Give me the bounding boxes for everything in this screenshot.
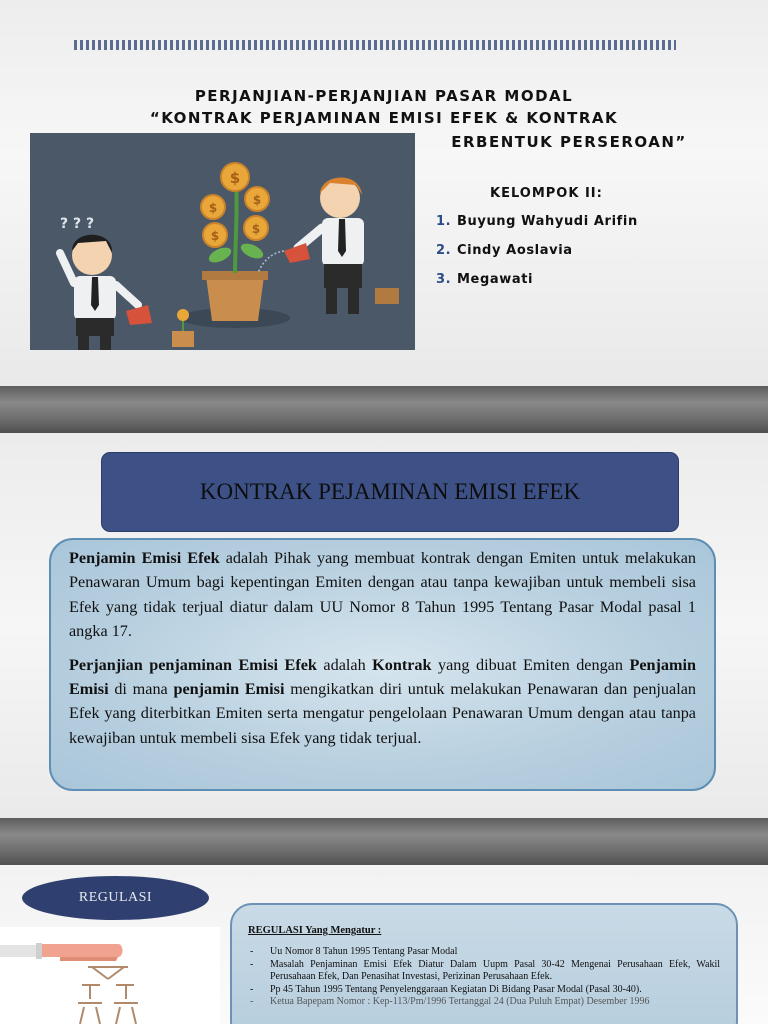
svg-text:$: $ [210,229,220,243]
money-tree-illustration [30,133,415,350]
title-line-1: PERJANJIAN-PERJANJIAN PASAR MODAL [194,87,574,105]
regulation-list [248,946,720,1009]
regulation-item: - Ketua Bapepam Nomor : Kep-113/Pm/1996 Tertanggal 24 (Dua Puluh Empat) Desember 1996 [248,996,720,1009]
member-item: 2. Cindy Aoslavia [436,243,573,258]
member-list [436,214,638,301]
slide-separator [0,818,768,865]
regulation-item: - Uu Nomor 8 Tahun 1995 Tentang Pasar Modal [248,946,720,959]
regulation-box [230,903,738,1024]
definition-paragraph-2: Perjanjian penjaminan Emisi Efek adalah Kontrak yang dibuat Emiten dengan Penjamin Emisi di mana penjamin Emisi mengikatkan diri untuk melakukan Penawaran dan penjualan Efek yang diterbitkan Emiten serta mengatur pengelolaan Penawaran Umum dengan atau tanpa kewajiban untuk membeli sisa Efek yang tidak terjual. [69,655,696,747]
title-line-3: ERBENTUK PERSEROAN” [451,133,687,151]
svg-text:$: $ [251,222,261,236]
regulation-item: - Pp 45 Tahun 1995 Tentang Penyelenggaraan Kegiatan Di Bidang Pasar Modal (Pasal 30-40). [248,984,720,997]
decorative-stripe [74,40,676,50]
svg-text:$: $ [229,169,241,187]
section-heading-banner [101,452,679,532]
definition-paragraph-1: Penjamin Emisi Efek adalah Pihak yang membuat kontrak dengan Emiten untuk melakukan Penawaran Umum bagi kepentingan Emiten dengan atau tanpa kewajiban untuk membeli sisa Efek yang tidak terjual diatur dalam UU Nomor 8 Tahun 1995 Tentang Pasar Modal pasal 1 angka 17. [69,549,696,641]
definition-textbox [49,538,716,791]
member-item: 1. Buyung Wahyudi Arifin [436,214,638,229]
slide-title [0,0,768,386]
regulasi-pill [22,876,209,920]
section-heading: KONTRAK PEJAMINAN EMISI EFEK [199,479,581,504]
svg-text:$: $ [208,201,218,215]
puppet-hand-icon [0,927,220,1024]
regulation-item: - Masalah Penjaminan Emisi Efek Diatur Dalam Uupm Pasal 30-42 Mengenai Perusahaan Efek, Wakil Perusahaan Efek, Dan Penasihat Investasi, Perizinan Perusahaan Efek. [248,959,720,984]
title-line-2: “KONTRAK PERJAMINAN EMISI EFEK & KONTRAK [149,109,619,127]
slide-separator [0,386,768,433]
pot-icon [206,276,264,321]
illustration-svg [30,133,415,350]
regulation-heading: REGULASI Yang Mengatur : [248,925,382,936]
svg-text:? ? ?: ? ? ? [60,216,95,232]
question-mark-icons [60,216,94,232]
member-item: 3. Megawati [436,272,534,287]
small-box-icon [375,288,399,304]
puppet-hand-illustration [0,927,220,1024]
svg-text:$: $ [252,193,262,207]
group-heading: KELOMPOK II: [490,186,603,201]
slide-regulasi [0,865,768,1024]
regulasi-label: REGULASI [78,890,153,905]
slide-kontrak [0,433,768,818]
